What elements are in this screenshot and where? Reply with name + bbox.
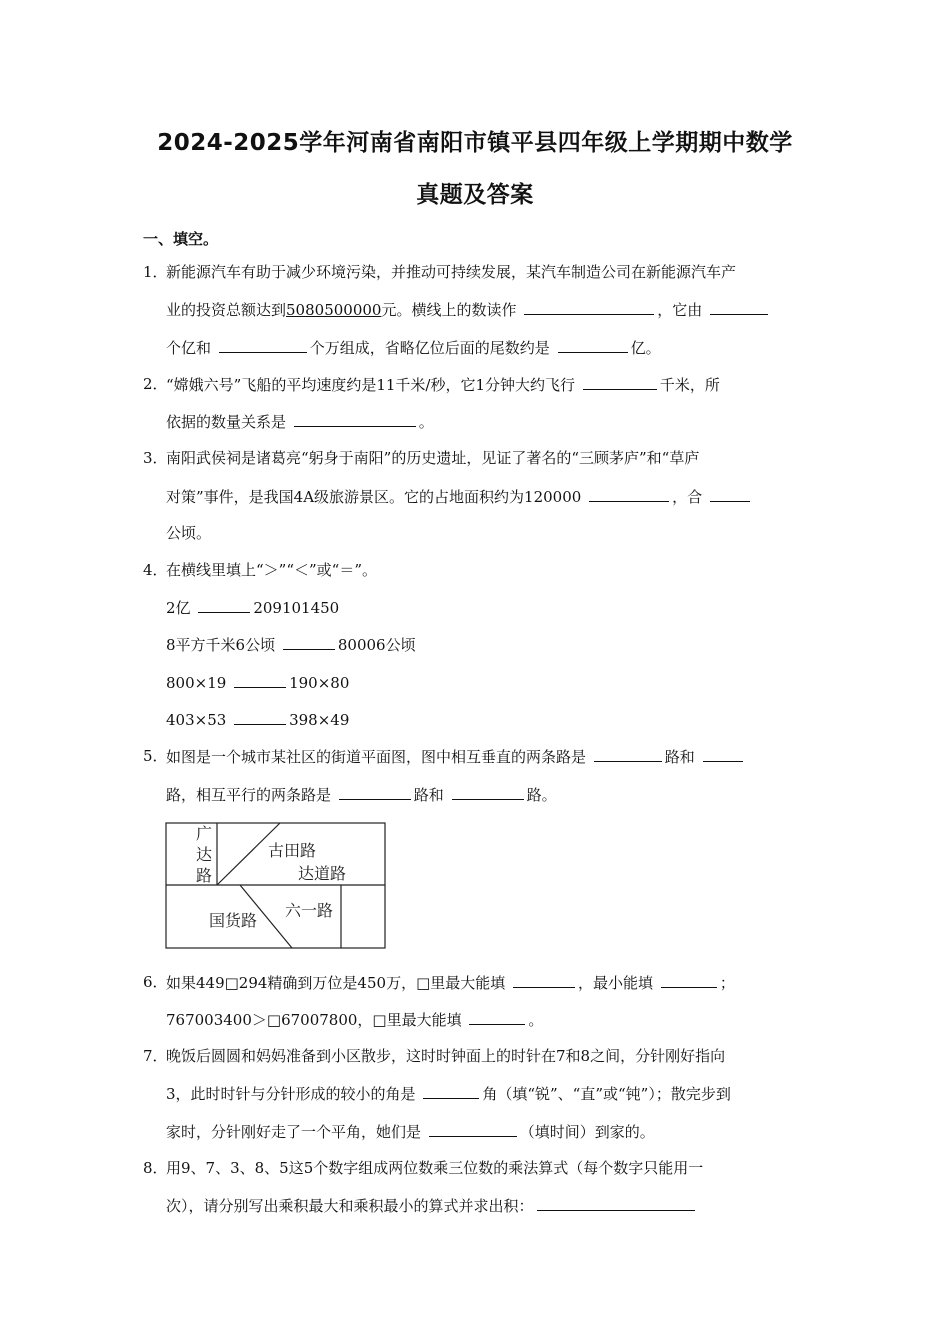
q4-blank-1[interactable]	[198, 597, 250, 613]
q6-blank-max2[interactable]	[469, 1009, 525, 1025]
q7-number: 7．	[143, 1047, 168, 1065]
q5-blank-perp-2[interactable]	[703, 746, 743, 762]
q1-blank-approx[interactable]	[558, 337, 628, 353]
q1-blank-reading[interactable]	[524, 299, 654, 315]
label-dadao-road: 达道路	[298, 864, 347, 883]
q7-blank-time[interactable]	[429, 1121, 517, 1137]
q4-number: 4．	[143, 561, 168, 579]
q6-blank-max[interactable]	[513, 972, 575, 988]
q2-blank-relation[interactable]	[294, 411, 416, 427]
q7-blank-angle[interactable]	[423, 1083, 479, 1099]
label-guangda-2: 达	[195, 845, 213, 864]
q2-number: 2．	[143, 375, 168, 393]
q2-blank-distance[interactable]	[583, 374, 657, 390]
q1-line3: 个亿和 个万组成，省略亿位后面的尾数约是 亿。	[166, 339, 661, 357]
q8-blank-answer[interactable]	[537, 1195, 695, 1211]
q4-compare-row: 800×19 190×80	[166, 674, 350, 692]
q7-line3: 家时，分针刚好走了一个平角，她们是 （填时间）到家的。	[166, 1123, 655, 1141]
q4-compare-row: 8平方千米6公顷 80006公顷	[166, 636, 416, 654]
q2-line2: 依据的数量关系是 。	[166, 413, 434, 431]
q1-blank-yi-count[interactable]	[710, 299, 768, 315]
q4-blank-4[interactable]	[234, 709, 286, 725]
q8-number: 8．	[143, 1159, 168, 1177]
q3-blank-unit[interactable]	[589, 486, 669, 502]
q6-blank-min[interactable]	[661, 972, 717, 988]
q6-number: 6．	[143, 973, 168, 991]
q6-line2: 767003400＞□67007800，□里最大能填 。	[166, 1011, 544, 1029]
q5-line2: 路，相互平行的两条路是 路和 路。	[166, 786, 557, 804]
q8-line1: 用9、7、3、8、5这5个数字组成两位数乘三位数的乘法算式（每个数字只能用一	[166, 1159, 704, 1177]
q2-line1: “嫦娥六号”飞船的平均速度约是11千米/秒，它1分钟大约飞行 千米，所	[166, 376, 720, 394]
q3-line2: 对策”事件，是我国4A级旅游景区。它的占地面积约为120000 ，合	[166, 486, 753, 507]
q6-line1: 如果449□294精确到万位是450万，□里最大能填 ，最小能填 ；	[166, 974, 735, 992]
q5-blank-para-1[interactable]	[339, 784, 411, 800]
q5-line1: 如图是一个城市某社区的街道平面图，图中相互垂直的两条路是 路和	[166, 746, 746, 767]
q3-number: 3．	[143, 449, 168, 467]
street-map-figure	[165, 822, 387, 950]
q8-line2: 次），请分别写出乘积最大和乘积最小的算式并求出积：	[166, 1195, 698, 1216]
q3-blank-hectares[interactable]	[710, 486, 750, 502]
label-guangda-1: 广	[195, 824, 213, 843]
q5-blank-para-2[interactable]	[452, 784, 524, 800]
q1-blank-wan-count[interactable]	[219, 337, 307, 353]
label-guohuo-road: 国货路	[209, 911, 258, 930]
q4-compare-row: 403×53 398×49	[166, 711, 350, 729]
label-liuyi-road: 六一路	[285, 901, 334, 920]
q7-line1: 晚饭后圆圆和妈妈准备到小区散步，这时时钟面上的时针在7和8之间，分针刚好指向	[166, 1047, 726, 1065]
q5-number: 5．	[143, 747, 168, 765]
q3-line1: 南阳武侯祠是诸葛亮“躬身于南阳”的历史遗址，见证了著名的“三顾茅庐”和“草庐	[166, 449, 700, 467]
label-guangda-3: 路	[195, 866, 213, 885]
section-heading: 一、填空。	[143, 230, 219, 248]
q1-line1: 新能源汽车有助于减少环境污染，并推动可持续发展，某汽车制造公司在新能源汽车产	[166, 263, 737, 281]
q3-line3: 公顷。	[166, 524, 212, 542]
q1-number: 1．	[143, 263, 168, 281]
q4-compare-row: 2亿 209101450	[166, 599, 340, 617]
q5-blank-perp-1[interactable]	[594, 746, 662, 762]
investment-amount: 5080500000	[286, 301, 382, 319]
q4-blank-2[interactable]	[283, 634, 335, 650]
page-title-line2: 真题及答案	[416, 182, 534, 208]
q4-blank-3[interactable]	[234, 672, 286, 688]
q7-line2: 3，此时时针与分针形成的较小的角是 角（填“锐”、“直”或“钝”）；散完步到	[166, 1085, 731, 1103]
q1-line2: 业的投资总额达到5080500000元。横线上的数读作 ，它由	[166, 299, 771, 320]
q4-instruction: 在横线里填上“＞”“＜”或“＝”。	[166, 561, 378, 579]
page-title-line1: 2024-2025学年河南省南阳市镇平县四年级上学期期中数学	[157, 130, 793, 156]
label-gutian-road: 古田路	[268, 841, 317, 860]
